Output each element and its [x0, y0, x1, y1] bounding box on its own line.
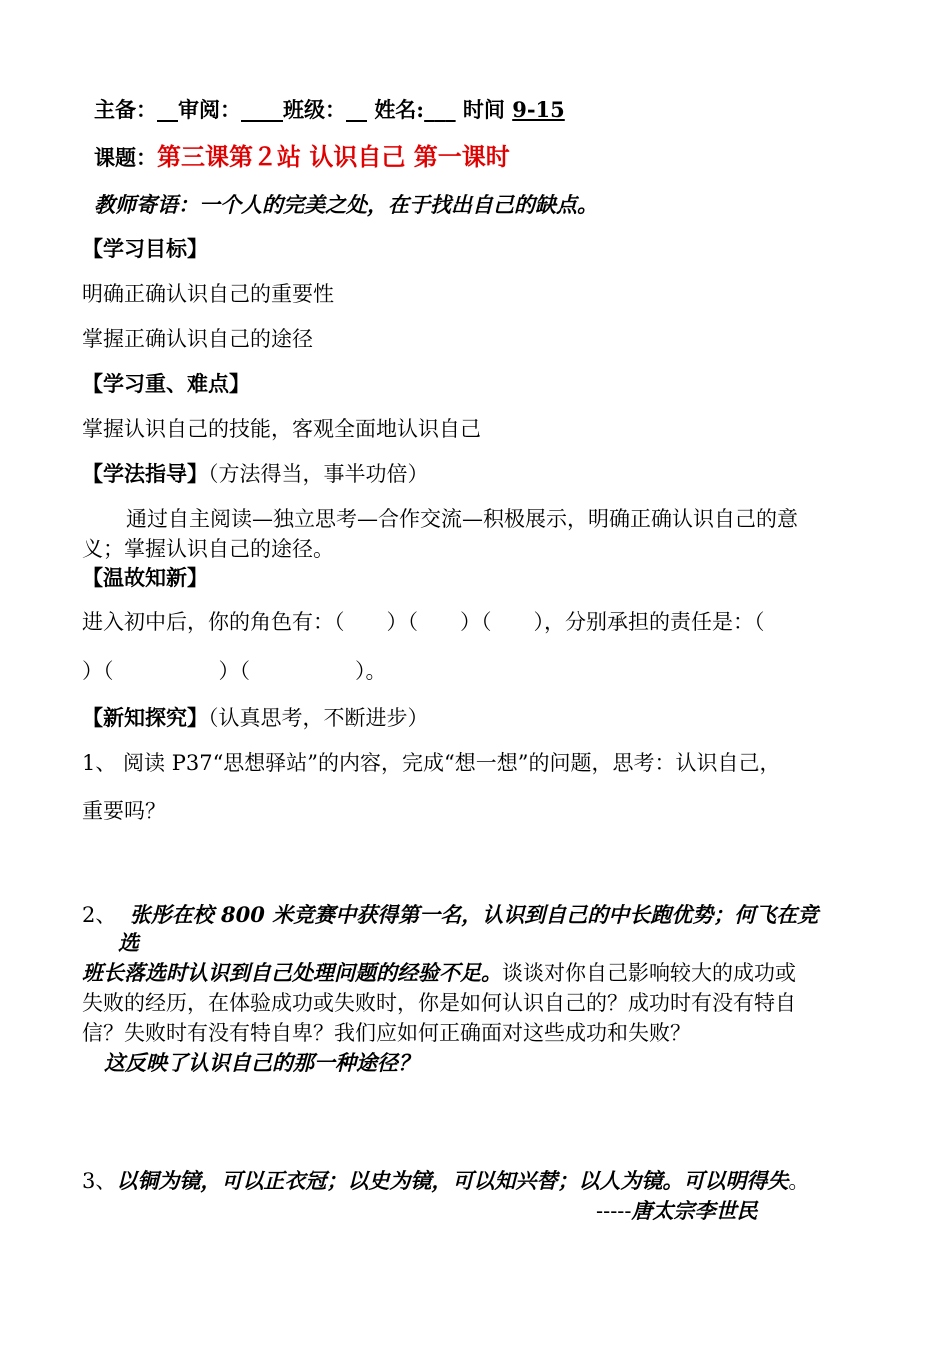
keypoints-heading: 【学习重、难点】 — [82, 371, 250, 396]
question-2-line-2: 选 — [118, 930, 139, 955]
explore-note: （认真思考，不断进步） — [208, 706, 429, 730]
keypoints-text: 掌握认识自己的技能，客观全面地认识自己 — [82, 417, 481, 441]
topic-title: 第三课第２站 认识自己 第一课时 — [157, 142, 510, 171]
method-text-1: 通过自主阅读—独立思考—合作交流—积极展示，明确正确认识自己的意 — [126, 507, 798, 531]
review-text-2: ）（ ）（ ）。 — [82, 659, 387, 683]
topic-label: 课题： — [94, 145, 157, 170]
topic-line — [94, 142, 510, 173]
goals-heading: 【学习目标】 — [82, 236, 208, 261]
question-1-line-2: 重要吗？ — [82, 799, 166, 823]
attribution-author: 唐太宗李世民 — [631, 1198, 758, 1223]
question-1-line-1: 1、 阅读 P37“思想驿站”的内容，完成“想一想”的问题，思考：认识自己， — [82, 751, 781, 775]
goal-item-2: 掌握正确认识自己的途径 — [82, 327, 313, 351]
zhubei-blank: __ — [157, 97, 178, 122]
explore-heading: 【新知探究】 — [82, 705, 208, 730]
shenyue-blank: ____ — [241, 97, 283, 122]
question-3-attribution — [596, 1196, 757, 1226]
shenyue-label: 审阅： — [178, 97, 241, 122]
question-2-text-1: 张彤在校 800 米竞赛中获得第一名，认识到自己的中长跑优势；何飞在竞 — [129, 902, 819, 927]
banji-blank: __ — [346, 97, 367, 122]
zhubei-label: 主备： — [94, 97, 157, 122]
question-2-line-3 — [82, 958, 796, 988]
banji-label: 班级： — [283, 97, 346, 122]
review-text-1: 进入初中后，你的角色有：（ ）（ ）（ ），分别承担的责任是：（ — [82, 610, 765, 634]
question-2-number: 2、 — [82, 903, 117, 927]
xingming-blank: ___ — [424, 97, 456, 122]
question-2-line-5: 信？失败时有没有特自卑？我们应如何正确面对这些成功和失败？ — [82, 1021, 691, 1045]
question-3-end: 。 — [788, 1169, 810, 1193]
question-3-line-1 — [82, 1166, 809, 1196]
question-2-text-3-rest: 谈谈对你自己影响较大的成功或 — [502, 961, 796, 985]
method-heading: 【学法指导】 — [82, 461, 208, 486]
question-2-text-3-italic: 班长落选时认识到自己处理问题的经验不足。 — [82, 960, 502, 985]
question-2-line-6: 这反映了认识自己的那一种途径？ — [104, 1050, 419, 1075]
review-heading: 【温故知新】 — [82, 565, 208, 590]
question-2-line-1 — [82, 900, 818, 930]
attribution-dash: ----- — [596, 1199, 632, 1223]
xingming-label: 姓名: — [374, 97, 425, 122]
explore-line — [82, 703, 429, 733]
header-line — [94, 95, 565, 125]
method-line — [82, 459, 429, 489]
question-3-quote: 以铜为镜，可以正衣冠；以史为镜，可以知兴替；以人为镜。可以明得失 — [116, 1168, 789, 1193]
method-note: （方法得当，事半功倍） — [208, 462, 429, 486]
shijian-label: 时间 — [462, 97, 505, 122]
method-text-2: 义；掌握认识自己的途径。 — [82, 537, 334, 561]
goal-item-1: 明确正确认识自己的重要性 — [82, 282, 334, 306]
question-3-number: 3、 — [82, 1169, 117, 1193]
teacher-quote: 教师寄语：一个人的完美之处，在于找出自己的缺点。 — [94, 192, 598, 217]
date-value: 9-15 — [512, 97, 565, 122]
question-2-line-4: 失败的经历，在体验成功或失败时，你是如何认识自己的？成功时有没有特自 — [82, 991, 796, 1015]
